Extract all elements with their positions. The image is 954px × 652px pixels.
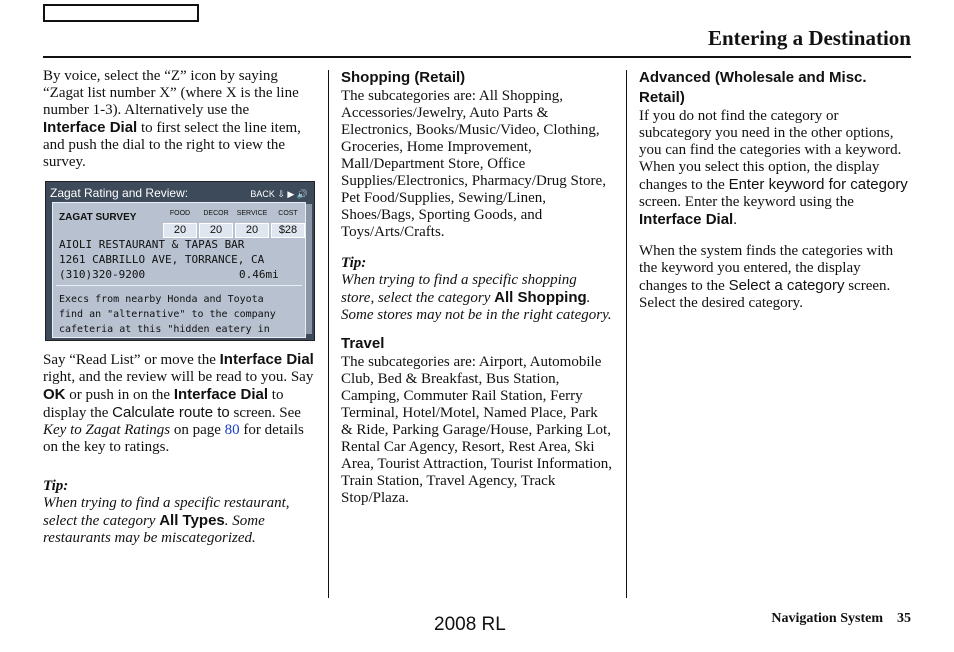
review-line: find an "alternative" to the company [59,309,276,320]
column-2 [341,68,613,507]
paragraph: When the system finds the categories with the keyword you entered, the display changes to the Select a category screen. Select the desired category. [639,243,894,311]
paragraph: Say “Read List” or move the Interface Dial right, and the review will be read to you. Say OK or push in on the Interface Dial to display the Calculate route to screen. See Key to Zagat Ratings on page 80 for details on the key to ratings. [43,351,314,455]
tip-label: Tip: [43,478,69,494]
review-line: cafeteria at this "hidden eatery in [59,324,270,335]
tip-label: Tip: [341,255,367,271]
section-heading: Travel [341,335,385,352]
zagat-screen-image [45,181,315,341]
paragraph: The subcategories are: Airport, Automobile Club, Bed & Breakfast, Bus Station, Camping, Commuter Rail Station, Ferry Terminal, Hotel/Motel, Named Place, Park & Ride, Parking Garage/House, Parking Lot, Rental Car Agency, Resort, Rest Area, Ski Area, Tourist Attraction, Tourist Information, Train Station, Travel Agency, Track Stop/Plaza. [341,354,613,506]
screen-scrollbar [306,204,312,334]
page-link[interactable]: 80 [224,422,240,438]
paragraph: If you do not find the category or subcategory you need in the other options, you can find the categories with a keyword. When you select this option, the display changes to the Enter keyword for category screen. Enter the keyword using the Interface Dial. [639,108,908,228]
rating-cost: COST $28 [271,205,305,238]
page-title: Entering a Destination [707,26,911,50]
column-divider [626,70,627,598]
paragraph: The subcategories are: All Shopping, Accessories/Jewelry, Auto Parts & Electronics, Books/Music/Video, Clothing, Groceries, Home Improvement, Mall/Department Store, Office Supplies/Electronics, Pharmacy/Drug Store, Pet Food/Supplies, Sewing/Linen, Shoes/Bags, Sporting Goods, and Toys/Arts/Crafts. [341,88,606,240]
screen-icons: BACK ⇩ ▶ 🔊 [250,189,308,199]
footer-model: 2008 RL [434,614,506,635]
column-divider [328,70,329,598]
section-heading: Advanced (Wholesale and Misc. Retail) [639,69,867,106]
screen-header: Zagat Rating and Review: [50,186,189,200]
screen-divider [56,285,302,286]
zagat-brand: ZAGAT SURVEY [59,212,137,223]
restaurant-address: 1261 CABRILLO AVE, TORRANCE, CA [59,253,265,266]
restaurant-distance: 0.46mi [239,268,279,281]
footer-section: Navigation System 35 [771,611,911,626]
paragraph: By voice, select the “Z” icon by saying “Zagat list number X” (where X is the line number 1-3). Alternatively use the Interface Dial to first select the line item, and push the dial to the right to view the survey. [43,68,301,170]
page-number: 35 [897,611,911,626]
header-rule [43,56,911,58]
header-box [43,4,199,22]
rating-decor: DECOR 20 [199,205,233,238]
restaurant-name: AIOLI RESTAURANT & TAPAS BAR [59,238,245,251]
rating-food: FOOD 20 [163,205,197,238]
tip-text: When trying to find a specific restaurant, select the category All Types. Some restaurants may be miscategorized. [43,495,290,546]
column-1 [43,68,315,547]
section-heading: Shopping (Retail) [341,69,466,86]
restaurant-phone: (310)320-9200 [59,268,146,281]
rating-service: SERVICE 20 [236,210,268,236]
tip-text: When trying to find a specific shopping store, select the category All Shopping. Some stores may not be in the right category. [341,272,612,323]
review-line: Execs from nearby Honda and Toyota [59,294,264,305]
column-3 [639,68,911,312]
screen-body [52,202,306,338]
